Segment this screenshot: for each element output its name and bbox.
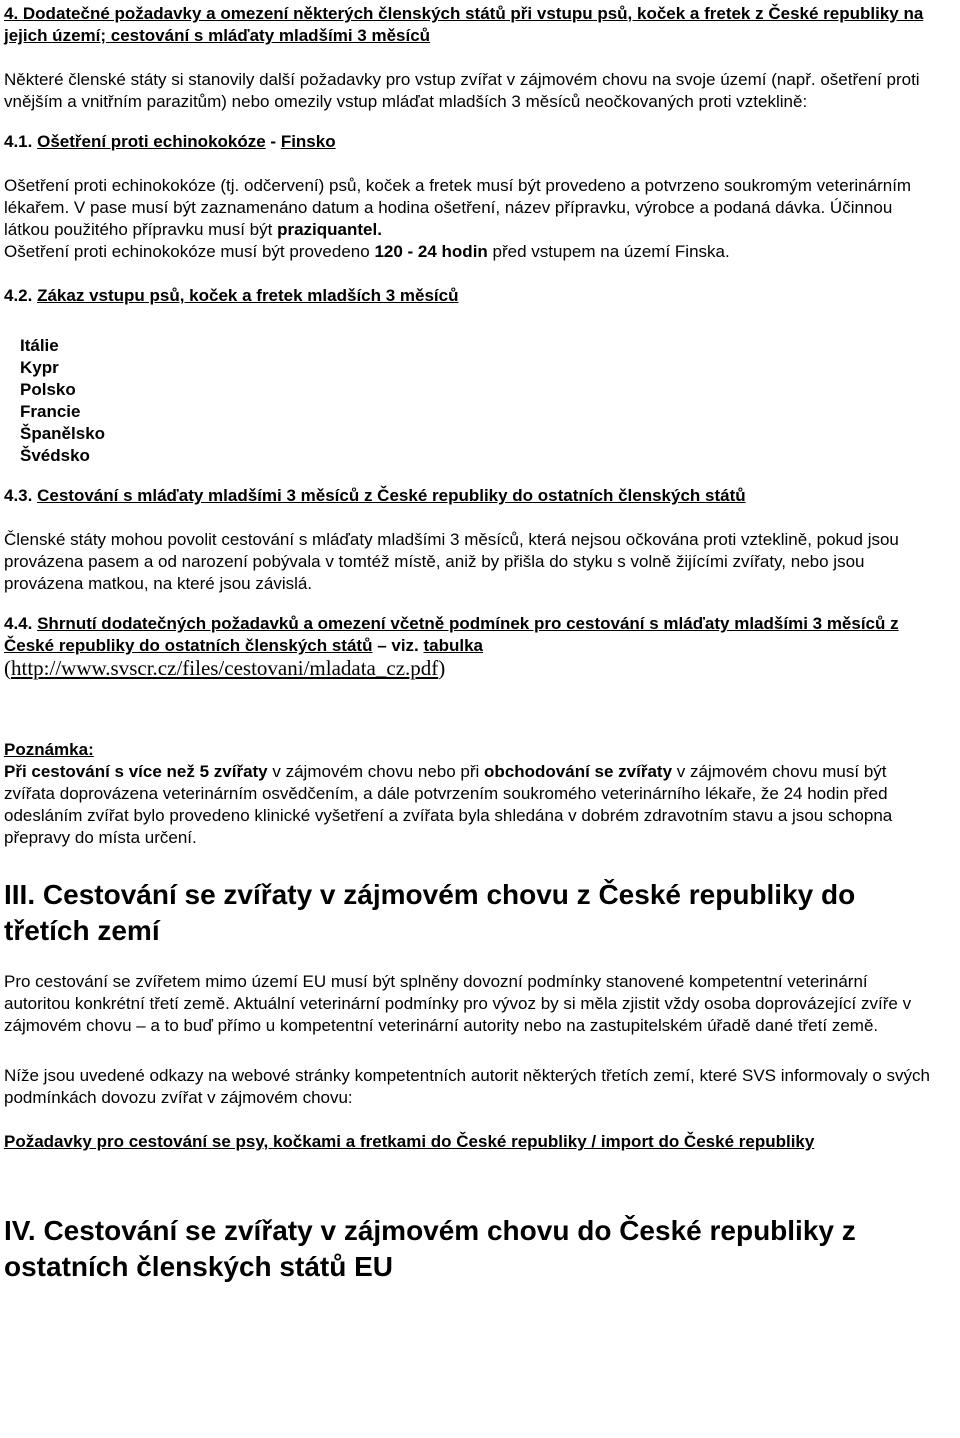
chapter-3-paragraph-1: Pro cestování se zvířetem mimo území EU musí být splněny dovozní podmínky stanovené kompetentní veterinární autoritou konkrétní třetí země. Aktuální veterinární podmínky pro vývoz by si měla zjistit vždy osoba doprovázející zvíře v zájmovém chovu – a to buď přímo u kompetentní veterinární autority nebo na zastupitelském úřadě dané třetí země.	[4, 972, 912, 1035]
requirements-link-line	[4, 1131, 936, 1153]
country-item: Španělsko	[20, 424, 106, 443]
chapter-3-heading: III. Cestování se zvířaty v zájmovém chovu z České republiky do třetích zemí	[4, 879, 856, 946]
pdf-url: (http://www.svscr.cz/files/cestovani/mladata_cz.pdf)	[4, 656, 446, 680]
section-4-1-paragraph-2: Ošetření proti echinokokóze musí být provedeno 120 - 24 hodin před vstupem na území Finska.	[4, 242, 730, 261]
section-4-1-paragraph-1: Ošetření proti echinokokóze (tj. odčervení) psů, koček a fretek musí být provedeno a potvrzeno soukromým veterinárním lékařem. V pase musí být zaznamenáno datum a hodina ošetření, název přípravku, výrobce a podaná dávka. Účinnou látkou použitého přípravku musí být praziquantel.	[4, 176, 912, 239]
country-item: Kypr	[20, 358, 59, 377]
pdf-url-link[interactable]: http://www.svscr.cz/files/cestovani/mladata_cz.pdf	[11, 656, 439, 680]
section-4-heading: 4. Dodatečné požadavky a omezení některých členských států při vstupu psů, koček a fretek z České republiky na jejich území; cestování s mláďaty mladšími 3 měsíců	[4, 4, 924, 45]
requirements-link[interactable]: Požadavky pro cestování se psy, kočkami a fretkami do České republiky / import do České republiky	[4, 1132, 815, 1151]
section-4-3-heading: 4.3. Cestování s mláďaty mladšími 3 měsíců z České republiky do ostatních členských států	[4, 486, 746, 505]
section-4-2-heading: 4.2. Zákaz vstupu psů, koček a fretek mladších 3 měsíců	[4, 286, 459, 305]
country-list	[4, 335, 936, 467]
section-4-3-paragraph: Členské státy mohou povolit cestování s mláďaty mladšími 3 měsíců, která nejsou očkována proti vzteklině, pokud jsou provázena pasem a od narození pobývala v tomtéž místě, aniž by přišla do styku s volně žijícími zvířaty, nebo jsou provázena matkou, na které jsou závislá.	[4, 530, 899, 593]
chapter-3-paragraph-2: Níže jsou uvedené odkazy na webové stránky kompetentních autorit některých třetích zemí, které SVS informovaly o svých podmínkách dovozu zvířat v zájmovém chovu:	[4, 1066, 931, 1107]
section-4-1-heading: 4.1. Ošetření proti echinokokóze - Finsko	[4, 132, 336, 151]
country-item: Švédsko	[20, 446, 90, 465]
country-item: Francie	[20, 402, 81, 421]
section-4-4-heading: 4.4. Shrnutí dodatečných požadavků a omezení včetně podmínek pro cestování s mláďaty mladšími 3 měsíců z České republiky do ostatních členských států – viz. tabulka	[4, 614, 899, 655]
table-link[interactable]: tabulka	[423, 636, 484, 655]
document-page	[4, 3, 936, 1285]
note-paragraph: Při cestování s více než 5 zvířaty v zájmovém chovu nebo při obchodování se zvířaty v zájmovém chovu musí být zvířata doprovázena veterinárním osvědčením, a dále potvrzením soukromého veterinárního lékaře, že 24 hodin před odesláním zvířat bylo provedeno klinické vyšetření a zvířata byla shledána v dobrém zdravotním stavu a jsou schopna přepravy do místa určení.	[4, 762, 893, 847]
note-label: Poznámka:	[4, 740, 94, 759]
country-item: Itálie	[20, 336, 59, 355]
country-item: Polsko	[20, 380, 76, 399]
section-4-intro: Některé členské státy si stanovily další požadavky pro vstup zvířat v zájmovém chovu na svoje území (např. ošetření proti vnějším a vnitřním parazitům) nebo omezily vstup mláďat mladších 3 měsíců neočkovaných proti vzteklině:	[4, 70, 920, 111]
chapter-4-heading: IV. Cestování se zvířaty v zájmovém chovu do České republiky z ostatních členských států EU	[4, 1215, 856, 1282]
